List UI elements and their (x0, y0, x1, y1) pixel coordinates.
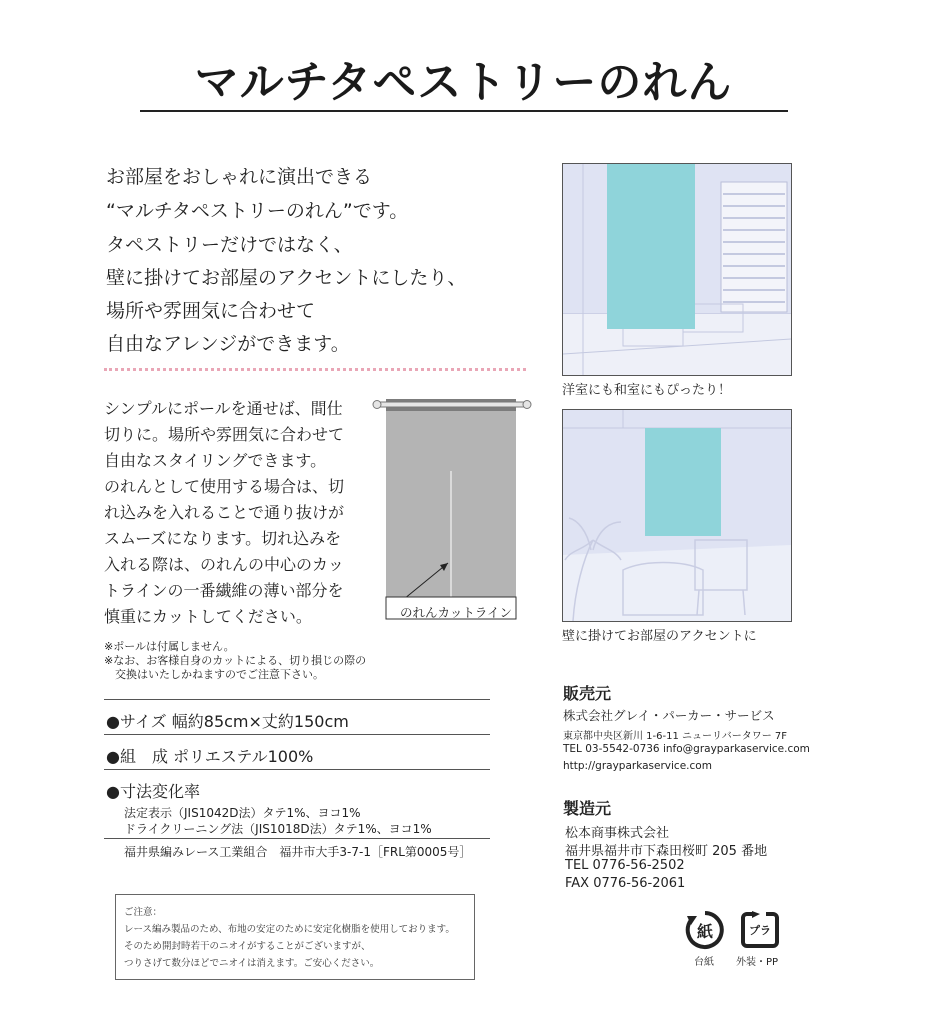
plastic-label: 外装・PP (736, 957, 779, 968)
intro-line: 自由なアレンジができます。 (106, 333, 350, 355)
paper-glyph: 紙 (696, 922, 713, 941)
title-rule (140, 110, 788, 112)
maker-line: 松本商事株式会社 (565, 826, 670, 841)
spec-change-line: 法定表示（JIS1042D法）タテ1%、ヨコ1% (124, 806, 361, 820)
teal-tapestry (645, 428, 721, 536)
intro-line: お部屋をおしゃれに演出できる (106, 166, 373, 188)
body-line: スムーズになります。切れ込みを (104, 529, 342, 548)
body-line: れ込みを入れることで通り抜けが (104, 503, 345, 522)
body-line: トラインの一番繊維の薄い部分を (104, 581, 344, 600)
room-photo-1 (562, 163, 792, 376)
seller-line: http://grayparkaservice.com (563, 760, 712, 772)
body-line: 入れる際は、のれんの中心のカッ (104, 555, 344, 574)
pole (376, 402, 528, 407)
spec-change-title: ●寸法変化率 (106, 782, 200, 801)
pole-end (523, 401, 531, 409)
body-line: のれんとして使用する場合は、切 (104, 477, 345, 496)
teal-tapestry (607, 164, 695, 329)
seller-line: TEL 03-5542-0736 info@grayparkaservice.com (563, 743, 810, 755)
noren-diagram (372, 393, 532, 628)
cut-line-label: のれんカットライン (400, 605, 513, 620)
intro-line: 壁に掛けてお部屋のアクセントにしたり、 (106, 267, 467, 289)
maker-line: FAX 0776-56-2061 (565, 876, 686, 891)
paper-recycle-icon (685, 910, 725, 950)
spec-rule (104, 838, 490, 839)
photo-caption-1: 洋室にも和室にもぴったり！ (562, 383, 732, 398)
plastic-recycle-icon (740, 910, 780, 950)
pole-end (373, 401, 381, 409)
spec-rule (104, 699, 490, 700)
seller-line: 東京都中央区新川 1-6-11 ニューリバータワー 7F (563, 731, 788, 742)
page-title: マルチタペストリーのれん (194, 57, 733, 108)
paper-label: 台紙 (694, 957, 714, 968)
room-photo-2 (562, 409, 792, 622)
caution-line: つりさげて数分ほどでニオイは消えます。ご安心ください。 (124, 958, 380, 969)
spec-change-line: ドライクリーニング法（JIS1018D法）タテ1%、ヨコ1% (124, 822, 432, 836)
plastic-glyph: プラ (749, 924, 771, 937)
note-line: ※ポールは付属しません。 (104, 640, 235, 653)
seller-heading: 販売元 (563, 684, 612, 703)
body-line: シンプルにポールを通せば、間仕 (104, 399, 343, 418)
intro-line: “マルチタペストリーのれん”です。 (106, 200, 409, 222)
maker-line: 福井県福井市下森田桜町 205 番地 (565, 844, 768, 859)
photo-caption-2: 壁に掛けてお部屋のアクセントに (562, 629, 757, 644)
maker-heading: 製造元 (563, 799, 612, 818)
spec-material: ●組 成 ポリエステル100% (106, 747, 314, 766)
spec-rule (104, 734, 490, 735)
spec-size: ●サイズ 幅約85cm×丈約150cm (106, 712, 349, 731)
caution-line: レース編み製品のため、布地の安定のために安定化樹脂を使用しております。 (124, 924, 455, 935)
seller-line: 株式会社グレイ・パーカー・サービス (563, 708, 775, 723)
dotted-divider (104, 368, 526, 371)
maker-line: TEL 0776-56-2502 (565, 858, 685, 873)
body-line: 自由なスタイリングできます。 (104, 451, 327, 470)
intro-line: タペストリーだけではなく、 (106, 234, 353, 256)
note-line: ※なお、お客様自身のカットによる、切り損じの際の (104, 654, 367, 667)
association-line: 福井県編みレース工業組合 福井市大手3-7-1［FRL第0005号］ (124, 845, 472, 859)
body-line: 切りに。場所や雰囲気に合わせて (104, 425, 345, 444)
intro-line: 場所や雰囲気に合わせて (106, 300, 316, 322)
spec-rule (104, 769, 490, 770)
caution-line: そのため開封時若干のニオイがすることがございますが、 (124, 941, 371, 952)
note-line: 交換はいたしかねますのでご注意下さい。 (104, 668, 324, 681)
body-line: 慎重にカットしてください。 (104, 607, 312, 626)
caution-line: ご注意： (124, 907, 163, 918)
